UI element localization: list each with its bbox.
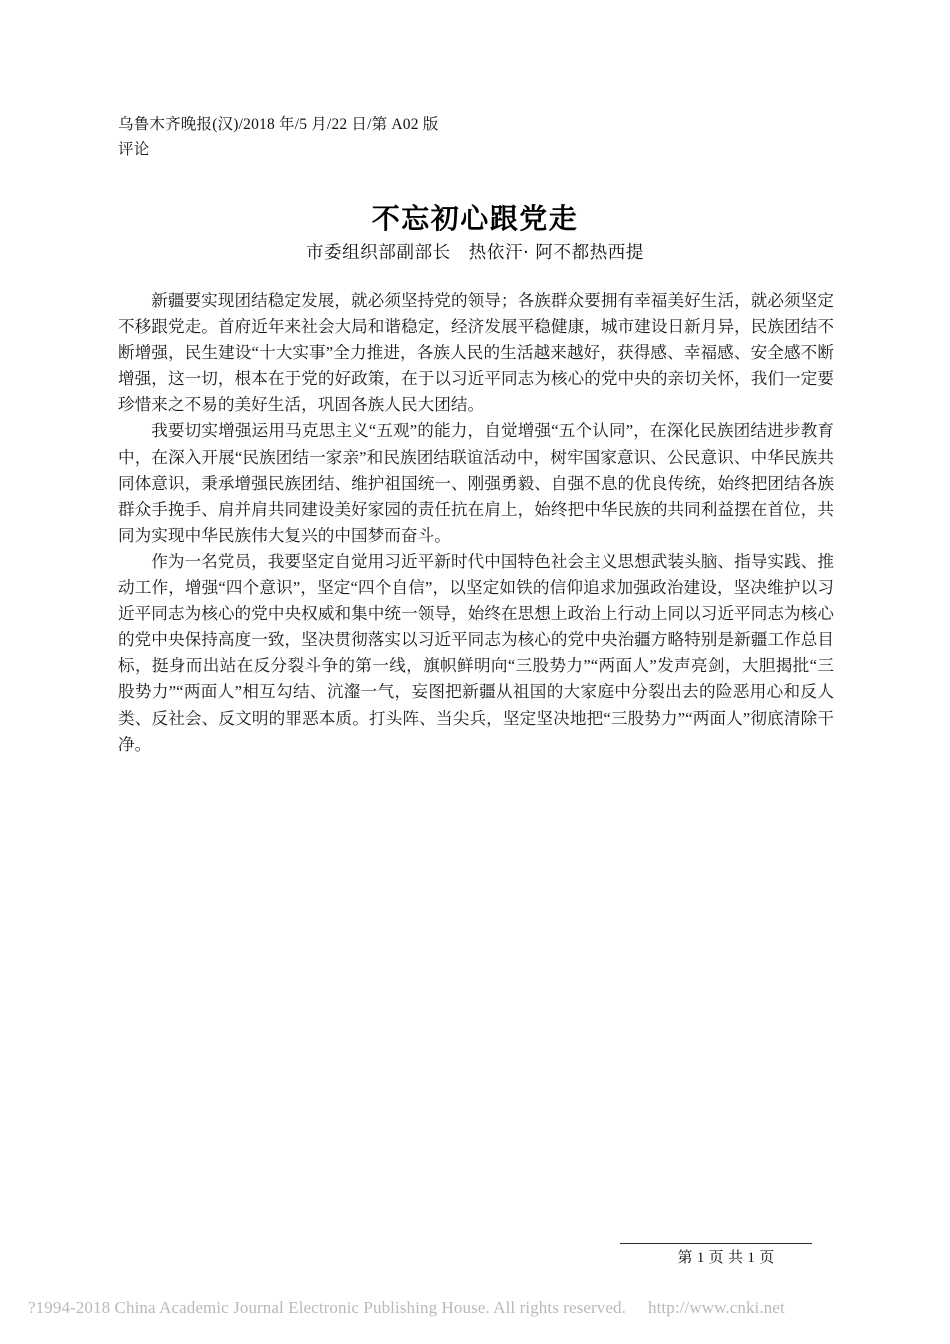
byline-role: 市委组织部副部长 <box>305 243 451 263</box>
footer-divider <box>620 1243 812 1244</box>
article-paragraph: 新疆要实现团结稳定发展，就必须坚持党的领导；各族群众要拥有幸福美好生活，就必须坚定不移跟党走。首府近年来社会大局和谐稳定，经济发展平稳健康，城市建设日新月异，民族团结不断增强，民生建设“十大实事”全力推进，各族人民的生活越来越好，获得感、幸福感、安全感不断增强，这一切，根本在于党的好政策，在于以习近平同志为核心的党中央的亲切关怀，我们一定要珍惜来之不易的美好生活，巩固各族人民大团结。 <box>118 291 834 415</box>
cnki-copyright-watermark <box>28 1296 922 1320</box>
copyright-text: ?1994-2018 China Academic Journal Electronic Publishing House. All rights reserved. <box>28 1298 626 1317</box>
cnki-url: http://www.cnki.net <box>648 1298 785 1317</box>
article-paragraph: 作为一名党员，我要坚定自觉用习近平新时代中国特色社会主义思想武装头脑、指导实践、推动工作，增强“四个意识”，坚定“四个自信”，以坚定如铁的信仰追求加强政治建设，坚决维护以习近平同志为核心的党中央权威和集中统一领导，始终在思想上政治上行动上同以习近平同志为核心的党中央保持高度一致，坚决贯彻落实以习近平同志为核心的党中央治疆方略特别是新疆工作总目标，挺身而出站在反分裂斗争的第一线，旗帜鲜明向“三股势力”“两面人”发声亮剑，大胆揭批“三股势力”“两面人”相互勾结、沆瀣一气，妄图把新疆从祖国的大家庭中分裂出去的险恶用心和反人类、反社会、反文明的罪恶本质。打头阵、当尖兵，坚定坚决地把“三股势力”“两面人”彻底清除干净。 <box>118 551 834 754</box>
article-body <box>118 288 834 758</box>
article-byline <box>118 240 832 266</box>
publication-source <box>118 112 832 162</box>
publication-section-line: 评论 <box>118 141 150 158</box>
publication-source-line-1: 乌鲁木齐晚报(汉)/2018 年/5 月/22 日/第 A02 版 <box>118 116 439 133</box>
page-number: 第 1 页 共 1 页 <box>677 1250 775 1266</box>
article-paragraph: 我要切实增强运用马克思主义“五观”的能力，自觉增强“五个认同”，在深化民族团结进步教育中，在深入开展“民族团结一家亲”和民族团结联谊活动中，树牢国家意识、公民意识、中华民族共同体意识，秉承增强民族团结、维护祖国统一、刚强勇毅、自强不息的优良传统，始终把团结各族群众手挽手、肩并肩共同建设美好家园的责任抗在肩上，始终把中华民族的共同利益摆在首位，共同为实现中华民族伟大复兴的中国梦而奋斗。 <box>118 421 834 545</box>
article-title: 不忘初心跟党走 <box>371 201 579 235</box>
byline-author: 热依汗· 阿不都热西提 <box>468 243 645 263</box>
